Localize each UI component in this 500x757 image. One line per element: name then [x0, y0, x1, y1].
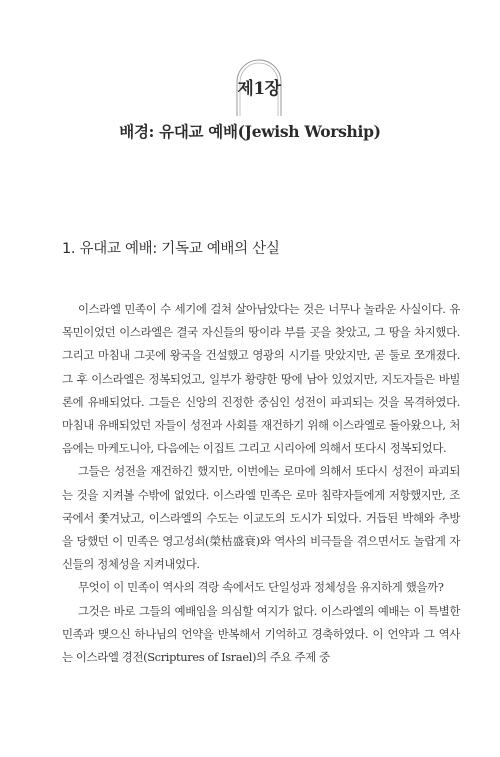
paragraph: 그것은 바로 그들의 예배임을 의심할 여지가 없다. 이스라엘의 예배는 이 특별한 민족과 맺으신 하나님의 언약을 반복해서 기억하고 경축하였다. 이 언약과 그 역사는 이스라엘 경전(Scriptures of Israel)의 주요 주제 중 [62, 603, 460, 665]
section-heading: 1. 유대교 예배: 기독교 예배의 산실 [62, 241, 280, 257]
body-text [62, 298, 460, 669]
chapter-badge [231, 56, 287, 118]
paragraph: 그들은 성전을 재건하긴 했지만, 이번에는 로마에 의해서 또다시 성전이 파괴되는 것을 지켜볼 수밖에 없었다. 이스라엘 민족은 로마 침략자들에게 저항했지만, 조국에서 쫓겨났고, 이스라엘의 수도는 이교도의 도시가 되었다. 거듭된 박해와 추방을 당했던 이 민족은 영고성쇠(榮枯盛衰)와 역사의 비극들을 겪으면서도 놀랍게 자신들의 정체성을 지켜내었다. [62, 464, 460, 572]
paragraph: 무엇이 이 민족이 역사의 격랑 속에서도 단일성과 정체성을 유지하게 했을까? [78, 580, 444, 595]
paragraph: 이스라엘 민족이 수 세기에 걸쳐 살아남았다는 것은 너무나 놀라운 사실이다. 유목민이었던 이스라엘은 결국 자신들의 땅이라 부를 곳을 찾았고, 그 땅을 차지했다. 그리고 마침내 그곳에 왕국을 건설했고 영광의 시기를 맛았지만, 곧 둘로 쪼개졌다. 그 후 이스라엘은 정복되었고, 일부가 황량한 땅에 남아 있었지만, 지도자들은 바빌론에 유배되었다. 그들은 신앙의 진정한 중심인 성전이 파괴되는 것을 목격하였다. 마침내 유배되었던 자들이 성전과 사회를 재건하기 위해 이스라엘로 돌아왔으나, 처음에는 마케도니아, 다음에는 이집트 그리고 시리아에 의해서 또다시 정복되었다. [62, 302, 460, 456]
chapter-title: 배경: 유대교 예배(Jewish Worship) [119, 122, 381, 141]
chapter-label: 제1장 [237, 79, 281, 99]
